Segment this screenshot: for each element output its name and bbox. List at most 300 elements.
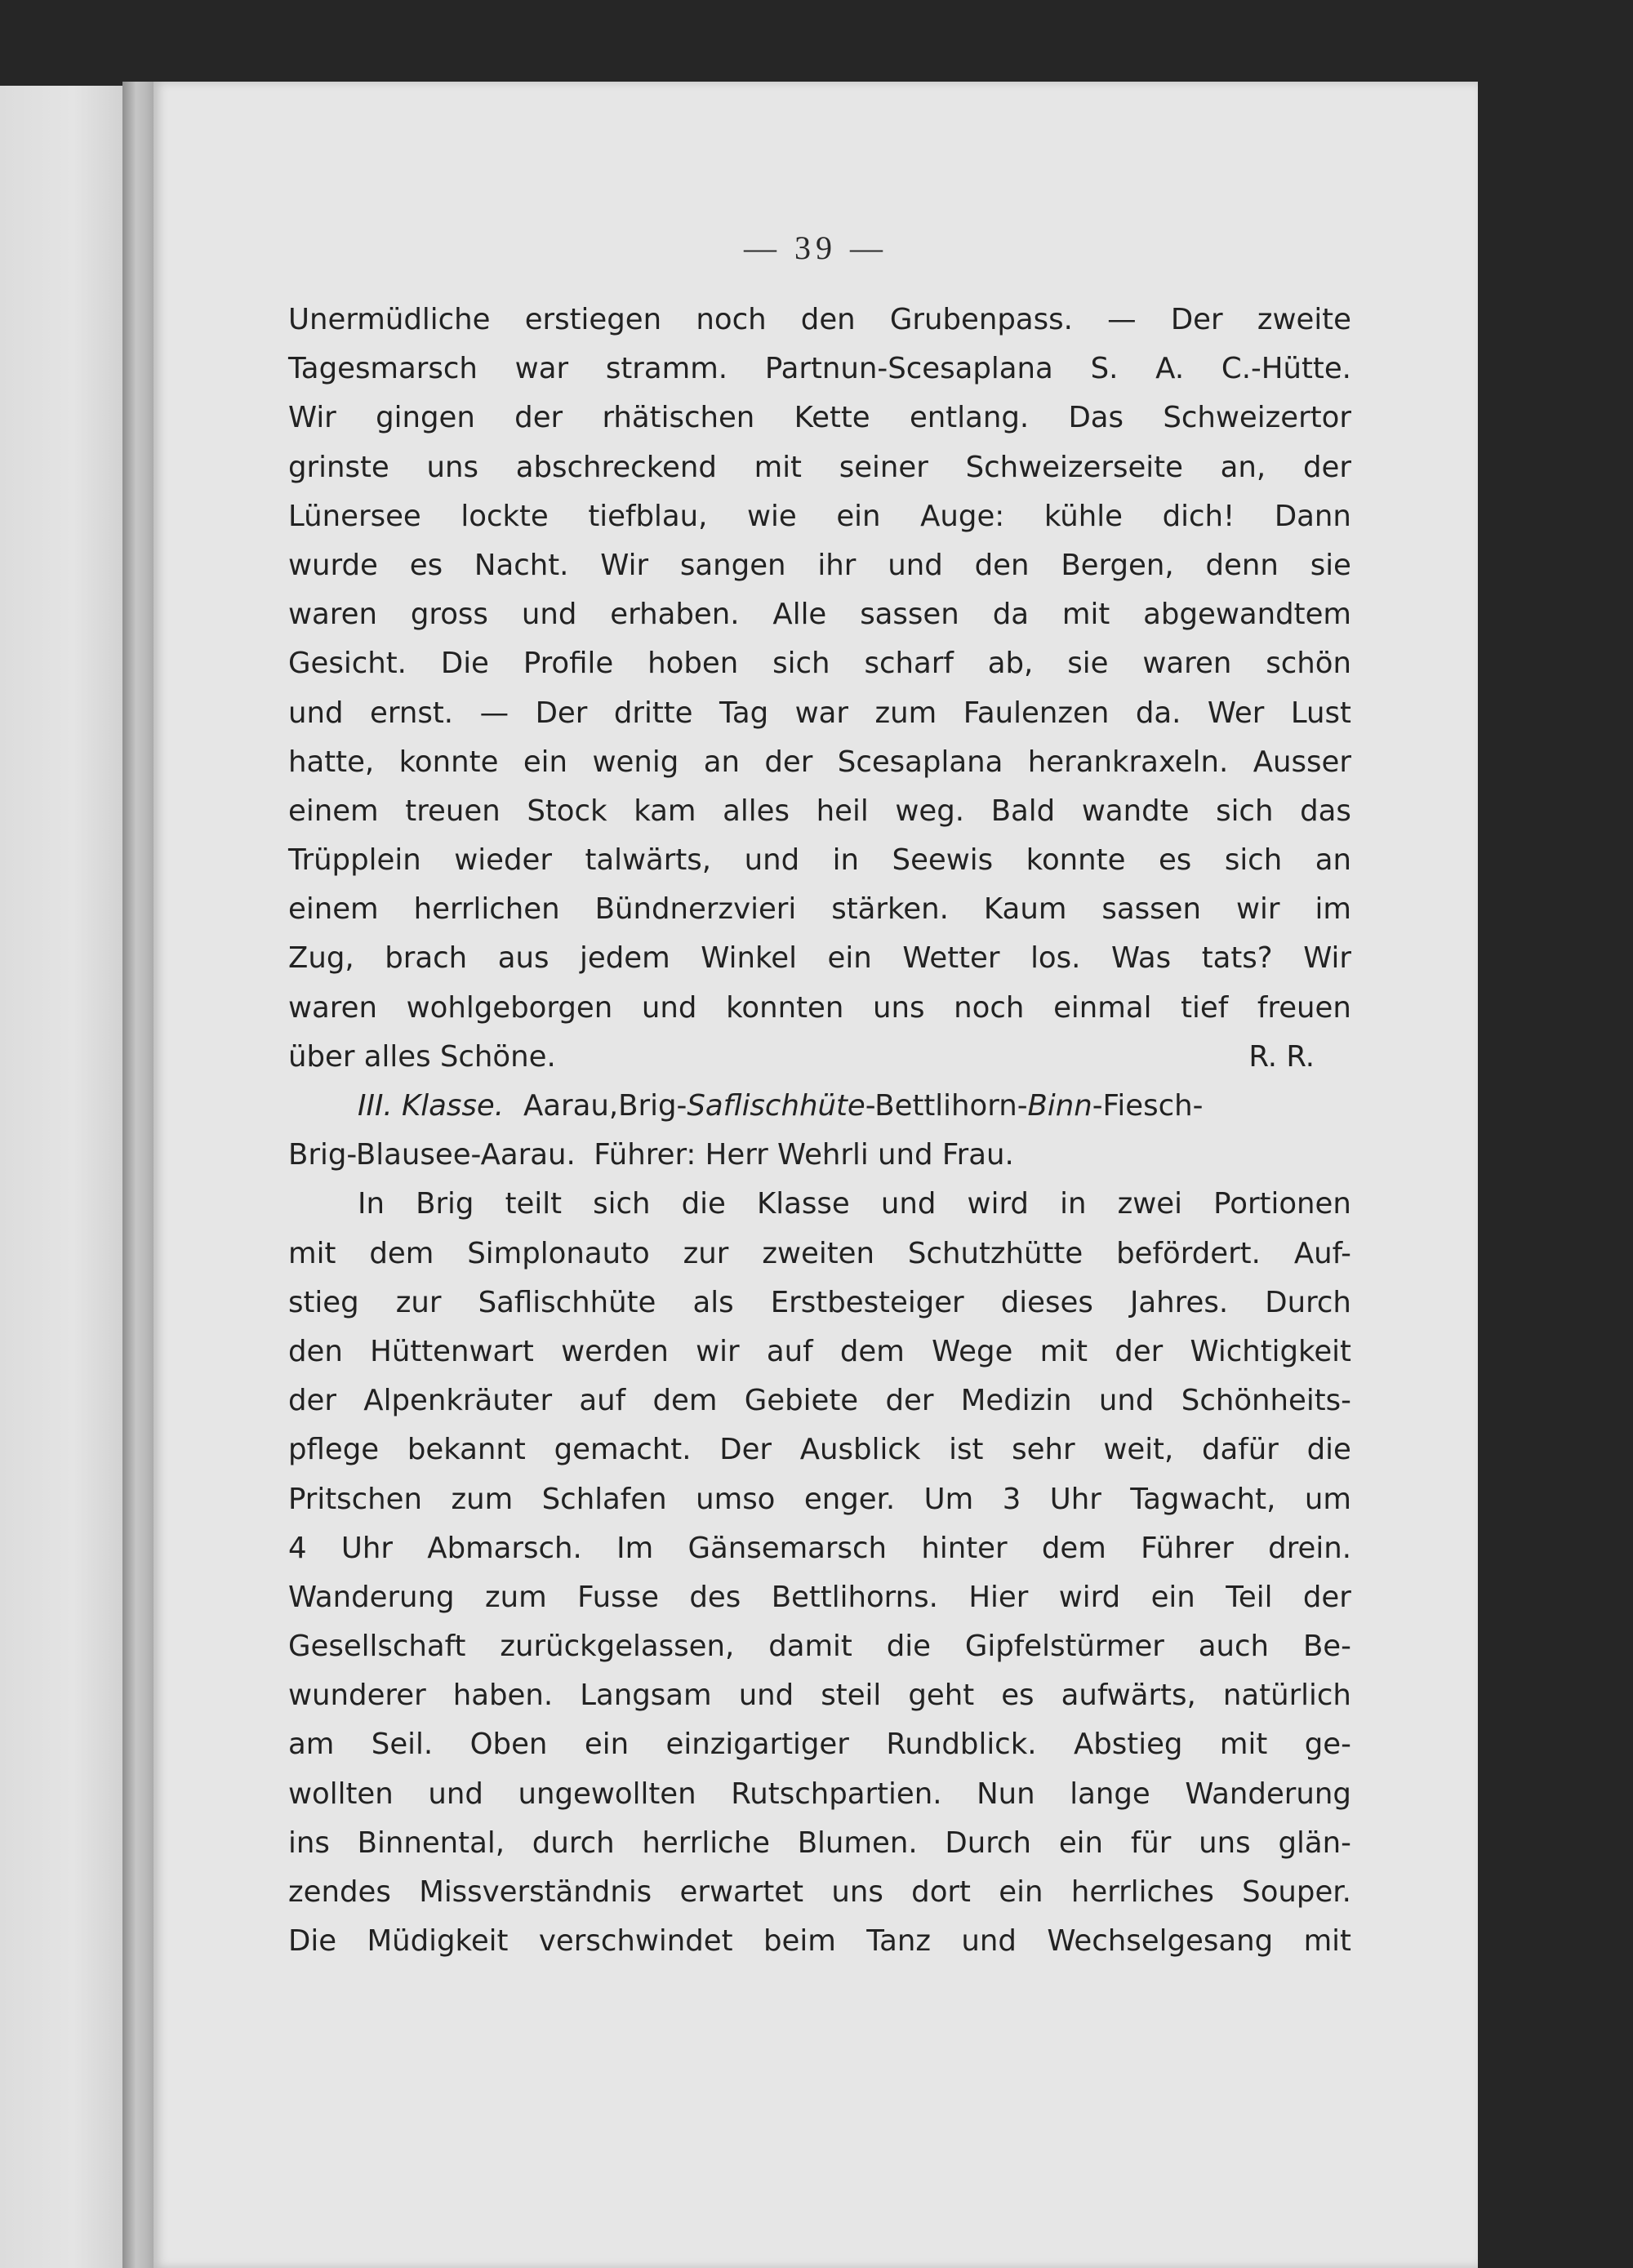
word: ein	[836, 499, 881, 533]
word: wenig	[592, 745, 679, 779]
word: dich!	[1162, 499, 1235, 533]
word: der	[764, 745, 813, 779]
word: die	[681, 1187, 726, 1221]
word: lange	[1070, 1777, 1150, 1811]
word: Gesicht.	[288, 647, 407, 681]
word: Fusse	[577, 1580, 659, 1614]
word: A.	[1155, 352, 1185, 386]
word: herrliche	[642, 1826, 770, 1860]
word: war	[794, 696, 849, 730]
word: ungewollten	[518, 1777, 696, 1811]
text-line	[288, 1770, 1351, 1819]
word: Wir	[600, 548, 649, 582]
word: Auf-	[1293, 1236, 1351, 1270]
word: zendes	[288, 1875, 391, 1909]
word: es	[409, 548, 443, 582]
text-line	[288, 639, 1351, 688]
word: los.	[1030, 941, 1081, 976]
word: Seewis	[892, 843, 994, 878]
word: Teil	[1226, 1580, 1273, 1614]
word: das	[1300, 794, 1351, 828]
word: ab,	[987, 647, 1034, 681]
word: da.	[1135, 696, 1181, 730]
word: Blumen.	[797, 1826, 918, 1860]
word: erstiegen	[524, 303, 662, 336]
text-line	[288, 738, 1351, 787]
word: Hüttenwart	[370, 1334, 534, 1368]
word: Schweizerseite	[965, 450, 1183, 484]
word: gemacht.	[554, 1433, 692, 1467]
word: Lust	[1290, 696, 1351, 730]
word: rhätischen	[602, 401, 755, 435]
text-line	[288, 1573, 1351, 1622]
word: Uhr	[340, 1531, 393, 1565]
word: einem	[288, 892, 379, 927]
word: glän-	[1278, 1826, 1351, 1860]
page-number: — 39 —	[744, 229, 888, 266]
word: die	[886, 1630, 931, 1664]
word: Tagwacht,	[1130, 1482, 1276, 1516]
word: Schutzhütte	[907, 1236, 1083, 1270]
word: aus	[497, 941, 550, 976]
word: Grubenpass.	[889, 303, 1073, 336]
text-line	[288, 492, 1351, 541]
word: Schönheits-	[1181, 1384, 1351, 1418]
text-line	[288, 1819, 1351, 1868]
text-line	[288, 394, 1351, 442]
word: Durch	[945, 1826, 1032, 1860]
word: Was	[1111, 941, 1172, 976]
word: befördert.	[1116, 1236, 1261, 1270]
word: Simplonauto	[467, 1236, 650, 1270]
word: der	[1302, 1580, 1351, 1614]
word: aufwärts,	[1061, 1679, 1196, 1713]
word: C.-Hütte.	[1221, 352, 1351, 386]
word: wir	[1235, 892, 1280, 927]
word: zum	[874, 696, 937, 730]
word: und	[888, 548, 943, 582]
word: abschreckend	[515, 450, 717, 484]
word: steil	[821, 1679, 882, 1713]
word: herrlichen	[413, 892, 560, 927]
word: Nun	[977, 1777, 1035, 1811]
word: treuen	[405, 794, 501, 828]
word: Führer	[1141, 1531, 1234, 1565]
word: teilt	[505, 1187, 562, 1221]
word: zum	[451, 1482, 514, 1516]
text-line	[288, 1180, 1351, 1229]
word: Faulenzen	[963, 696, 1110, 730]
word: stärken.	[831, 892, 949, 927]
text-line	[288, 1425, 1351, 1474]
word: entlang.	[909, 401, 1030, 435]
word: ein	[999, 1875, 1043, 1909]
word: zweiten	[762, 1236, 874, 1270]
word: haben.	[452, 1679, 554, 1713]
text-line	[288, 1720, 1351, 1769]
word: um	[1304, 1482, 1351, 1516]
word: mit	[754, 450, 802, 484]
word: scharf	[864, 647, 954, 681]
word: sie	[1310, 548, 1351, 582]
word: Der	[535, 696, 588, 730]
word: wird	[1058, 1580, 1121, 1614]
word: Kette	[794, 401, 870, 435]
word: dem	[1041, 1531, 1106, 1565]
word: Saflischhüte	[478, 1285, 656, 1319]
word: Nacht.	[474, 548, 569, 582]
word: Langsam	[580, 1679, 712, 1713]
word: drein.	[1268, 1531, 1351, 1565]
section-heading	[288, 1082, 1351, 1131]
word: sehr	[1012, 1433, 1075, 1467]
word: Dann	[1274, 499, 1351, 533]
word: auf	[579, 1384, 626, 1418]
word: sich	[593, 1187, 651, 1221]
word: denn	[1205, 548, 1279, 582]
word: schön	[1266, 647, 1351, 681]
text-line	[288, 1279, 1351, 1327]
word: umso	[696, 1482, 776, 1516]
word: an	[1315, 843, 1351, 878]
word: Gipfelstürmer	[964, 1630, 1164, 1664]
word: Hier	[968, 1580, 1029, 1614]
word: Müdigkeit	[367, 1924, 509, 1959]
word: ge-	[1304, 1728, 1351, 1762]
word: Ausser	[1253, 745, 1351, 779]
word: einzigartiger	[665, 1728, 849, 1762]
word: zur	[683, 1236, 729, 1270]
word: Alle	[772, 598, 827, 632]
word: Abmarsch.	[427, 1531, 582, 1565]
text-line	[288, 590, 1351, 639]
word: des	[689, 1580, 741, 1614]
word: dafür	[1202, 1433, 1279, 1467]
word: werden	[561, 1334, 669, 1368]
word: zum	[485, 1580, 547, 1614]
word: Das	[1068, 401, 1124, 435]
word: tief	[1181, 990, 1229, 1025]
word: Auge:	[920, 499, 1005, 533]
word: auf	[766, 1334, 813, 1368]
word: Zug,	[288, 941, 354, 976]
route-part: -Fiesch-	[1092, 1089, 1204, 1123]
book-page	[154, 82, 1478, 2268]
word: Kaum	[983, 892, 1067, 927]
word: wir	[696, 1334, 740, 1368]
text-line	[288, 1868, 1351, 1917]
word: Tagesmarsch	[288, 352, 478, 386]
word: S.	[1090, 352, 1119, 386]
word: herankraxeln.	[1027, 745, 1229, 779]
word: hatte,	[288, 745, 375, 779]
word: Gebiete	[744, 1384, 859, 1418]
word: zweite	[1257, 303, 1351, 336]
word: stramm.	[605, 352, 728, 386]
word: weg.	[895, 794, 965, 828]
word: wieder	[454, 843, 552, 878]
word: ein	[827, 941, 872, 976]
word: Tag	[719, 696, 769, 730]
word: Wir	[1303, 941, 1351, 976]
word: gingen	[376, 401, 475, 435]
text-line	[288, 1327, 1351, 1376]
word: den	[800, 303, 856, 336]
word: und	[1098, 1384, 1155, 1418]
word: Wechselgesang	[1047, 1924, 1274, 1959]
word: erwartet	[679, 1875, 804, 1909]
word: alles	[723, 794, 790, 828]
word: konnte	[1026, 843, 1126, 878]
text-line	[288, 689, 1351, 738]
word: Be-	[1302, 1630, 1351, 1664]
word: lockte	[461, 499, 549, 533]
text-line	[288, 1475, 1351, 1524]
word: konnten	[726, 990, 844, 1025]
word: mit	[1303, 1924, 1351, 1959]
word: ein	[1150, 1580, 1195, 1614]
word: beim	[763, 1924, 836, 1959]
word: dem	[839, 1334, 905, 1368]
previous-page-edge	[0, 86, 122, 2268]
word: uns	[1199, 1826, 1251, 1860]
word: grinste	[288, 450, 389, 484]
word: Wanderung	[288, 1580, 455, 1614]
word: Jahres.	[1129, 1285, 1229, 1319]
word: Winkel	[701, 941, 797, 976]
word: mit	[1219, 1728, 1268, 1762]
word: Durch	[1265, 1285, 1351, 1319]
word: Scesaplana	[837, 745, 1003, 779]
word: Wichtigkeit	[1190, 1334, 1351, 1368]
word: uns	[426, 450, 478, 484]
word: sassen	[1101, 892, 1201, 927]
word: einem	[288, 794, 379, 828]
word: wunderer	[288, 1679, 426, 1713]
word: es	[1158, 843, 1192, 878]
word: tats?	[1201, 941, 1273, 976]
word: Klasse	[757, 1187, 850, 1221]
text-line	[288, 1524, 1351, 1573]
body-text	[288, 296, 1351, 1966]
word: noch	[696, 303, 767, 336]
word: wollten	[288, 1777, 394, 1811]
word: ernst.	[370, 696, 454, 730]
word: —	[1107, 303, 1137, 336]
word: uns	[873, 990, 925, 1025]
word: an,	[1220, 450, 1266, 484]
word: zurückgelassen,	[500, 1630, 735, 1664]
word: Schlafen	[541, 1482, 667, 1516]
word: Der	[719, 1433, 772, 1467]
word: Schweizertor	[1163, 401, 1351, 435]
word: jedem	[580, 941, 670, 976]
word: Tanz	[866, 1924, 931, 1959]
closing-text: über alles Schöne.	[288, 1039, 556, 1074]
word: Bald	[990, 794, 1056, 828]
word: bekannt	[407, 1433, 526, 1467]
word: Uhr	[1049, 1482, 1101, 1516]
text-line	[288, 541, 1351, 590]
word: der	[1115, 1334, 1164, 1368]
word: und	[428, 1777, 483, 1811]
word: zwei	[1117, 1187, 1182, 1221]
route-part: Saflischhüte	[687, 1089, 865, 1123]
word: Lünersee	[288, 499, 421, 533]
word: wohlgeborgen	[406, 990, 613, 1025]
word: dritte	[613, 696, 693, 730]
route-part: Binn	[1027, 1089, 1092, 1123]
word: seiner	[839, 450, 928, 484]
word: Ausblick	[799, 1433, 921, 1467]
word: pflege	[288, 1433, 380, 1467]
word: Wanderung	[1185, 1777, 1351, 1811]
word: in	[1060, 1187, 1087, 1221]
word: sich	[772, 647, 830, 681]
word: Missverständnis	[419, 1875, 652, 1909]
signature: R. R.	[1248, 1039, 1315, 1074]
word: wurde	[288, 548, 378, 582]
word: Rundblick.	[886, 1728, 1037, 1762]
word: Wer	[1207, 696, 1265, 730]
word: Wir	[288, 401, 336, 435]
word: stieg	[288, 1285, 359, 1319]
word: Stock	[527, 794, 607, 828]
word: für	[1130, 1826, 1172, 1860]
word: Abstieg	[1073, 1728, 1183, 1762]
word: der	[514, 401, 563, 435]
word: waren	[1142, 647, 1232, 681]
word: natürlich	[1222, 1679, 1351, 1713]
word: einmal	[1053, 990, 1152, 1025]
text-line	[288, 984, 1351, 1033]
word: talwärts,	[585, 843, 712, 878]
text-line	[288, 885, 1351, 934]
word: verschwindet	[538, 1924, 733, 1959]
word: kam	[634, 794, 696, 828]
route-part: Aarau,Brig-	[523, 1089, 687, 1123]
word: durch	[532, 1826, 615, 1860]
word: 3	[1002, 1482, 1021, 1516]
word: dem	[369, 1236, 434, 1270]
word: wird	[967, 1187, 1029, 1221]
word: Die	[288, 1924, 337, 1959]
word: Bergen,	[1061, 548, 1174, 582]
word: hoben	[647, 647, 739, 681]
word: brach	[385, 941, 468, 976]
word: sich	[1216, 794, 1274, 828]
word: hinter	[921, 1531, 1008, 1565]
word: war	[514, 352, 569, 386]
word: Pritschen	[288, 1482, 423, 1516]
word: Um	[923, 1482, 974, 1516]
text-line	[288, 1671, 1351, 1720]
word: Binnental,	[357, 1826, 505, 1860]
word: sangen	[679, 548, 786, 582]
word: mit	[1061, 598, 1110, 632]
word: Bündnerzvieri	[594, 892, 797, 927]
word: herrliches	[1070, 1875, 1214, 1909]
word: waren	[288, 598, 377, 632]
word: kühle	[1043, 499, 1123, 533]
word: mit	[288, 1236, 336, 1270]
text-line	[288, 1622, 1351, 1671]
word: Oben	[469, 1728, 548, 1762]
word: dem	[652, 1384, 718, 1418]
word: In	[358, 1187, 385, 1221]
section-label: III. Klasse.	[358, 1089, 504, 1123]
word: ein	[584, 1728, 630, 1762]
word: und	[744, 843, 800, 878]
word: freuen	[1257, 990, 1351, 1025]
word: Brig	[416, 1187, 474, 1221]
word: Erstbesteiger	[770, 1285, 964, 1319]
text-line	[288, 345, 1351, 394]
word: am	[288, 1728, 335, 1762]
word: an	[703, 745, 740, 779]
word: die	[1306, 1433, 1351, 1467]
section-heading-continued: Brig-Blausee-Aarau. Führer: Herr Wehrli und Frau.	[288, 1138, 1014, 1172]
word: enger.	[803, 1482, 896, 1516]
word: Profile	[523, 647, 614, 681]
word: als	[692, 1285, 734, 1319]
text-line	[288, 787, 1351, 836]
word: ist	[949, 1433, 984, 1467]
closing-line	[288, 1033, 1351, 1082]
word: Partnun-Scesaplana	[764, 352, 1053, 386]
word: gross	[410, 598, 488, 632]
word: Bettlihorns.	[771, 1580, 938, 1614]
text-line	[288, 296, 1351, 345]
word: und	[521, 598, 577, 632]
word: ins	[288, 1826, 330, 1860]
word: im	[1315, 892, 1351, 927]
word: geht	[908, 1679, 975, 1713]
word: Unermüdliche	[288, 303, 491, 336]
word: Wege	[932, 1334, 1013, 1368]
text-line	[288, 836, 1351, 885]
word: und	[961, 1924, 1017, 1959]
word: —	[479, 696, 509, 730]
word: Medizin	[960, 1384, 1072, 1418]
word: zur	[395, 1285, 442, 1319]
word: Gesellschaft	[288, 1630, 466, 1664]
text-line	[288, 1376, 1351, 1425]
word: auch	[1198, 1630, 1270, 1664]
word: damit	[768, 1630, 852, 1664]
word: noch	[954, 990, 1025, 1025]
word: da	[992, 598, 1029, 632]
word: dieses	[1000, 1285, 1093, 1319]
route-part: -Bettlihorn-	[865, 1089, 1028, 1123]
word: Wetter	[902, 941, 1000, 976]
word: erhaben.	[610, 598, 740, 632]
word: weit,	[1103, 1433, 1174, 1467]
word: in	[832, 843, 860, 878]
word: tiefblau,	[588, 499, 708, 533]
word: heil	[816, 794, 869, 828]
word: Seil.	[371, 1728, 434, 1762]
word: uns	[831, 1875, 883, 1909]
word: ihr	[817, 548, 857, 582]
word: wie	[747, 499, 797, 533]
word: sich	[1224, 843, 1283, 878]
word: der	[885, 1384, 934, 1418]
word: Im	[616, 1531, 654, 1565]
text-line	[288, 443, 1351, 492]
word: 4	[288, 1531, 307, 1565]
word: Die	[440, 647, 489, 681]
